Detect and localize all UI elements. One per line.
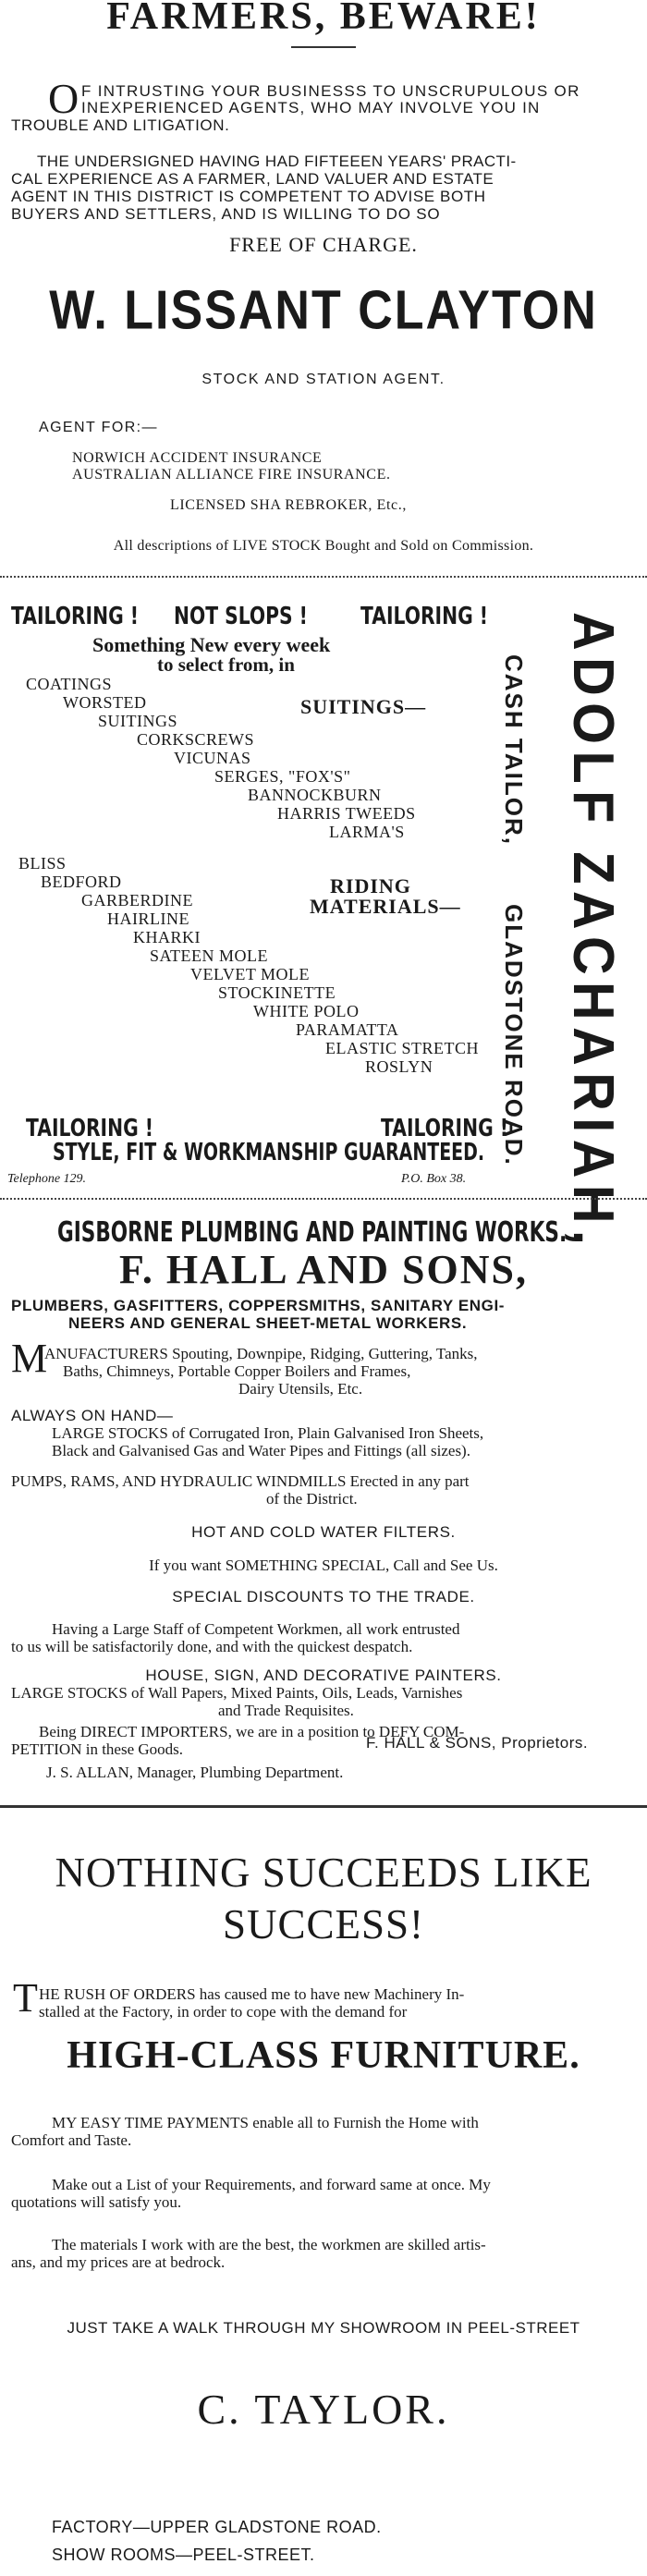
suitings-item: LARMA'S	[329, 823, 405, 841]
hall-trades-1: PLUMBERS, GASFITTERS, COPPERSMITHS, SANITARY ENGI-	[11, 1297, 506, 1314]
clayton-footer: All descriptions of LIVE STOCK Bought and Sold on Commission.	[113, 538, 534, 554]
suitings-item: COATINGS	[26, 675, 113, 693]
taylor-list-2: quotations will satisfy you.	[11, 2193, 182, 2211]
taylor-headline-2: SUCCESS!	[222, 1901, 425, 1947]
suitings-item: SUITINGS	[98, 712, 178, 730]
hall-manager: J. S. ALLAN, Manager, Plumbing Department.	[46, 1764, 344, 1781]
intro-line-1: Something New every week	[92, 633, 331, 656]
hall-staff-2: to us will be satisfactorily done, and with the quickest despatch.	[11, 1638, 413, 1655]
taylor-list-1: Make out a List of your Requirements, and forward same at once. My	[52, 2176, 491, 2193]
suitings-item: CORKSCREWS	[137, 730, 255, 749]
clayton-para1-line3: TROUBLE AND LITIGATION.	[11, 116, 230, 134]
clayton-para1-dropcap: O	[48, 75, 79, 122]
clayton-agency-2: AUSTRALIAN ALLIANCE FIRE INSURANCE.	[72, 467, 391, 482]
suitings-item: HARRIS TWEEDS	[277, 804, 416, 823]
clayton-agent-for: AGENT FOR:—	[39, 420, 158, 435]
vertical-cash-tailor: CASH TAILOR,	[500, 654, 528, 846]
clayton-para1-line2: INEXPERIENCED AGENTS, WHO MAY INVOLVE YOU IN	[81, 99, 541, 116]
taylor-factory: FACTORY—UPPER GLADSTONE ROAD.	[52, 2518, 382, 2536]
suitings-item: BANNOCKBURN	[248, 786, 382, 804]
clayton-headline: FARMERS, BEWARE!	[106, 0, 541, 38]
clayton-para2-line3: AGENT IN THIS DISTRICT IS COMPETENT TO ADVISE BOTH	[11, 188, 486, 205]
riding-item: HAIRLINE	[107, 910, 189, 928]
hall-discounts: SPECIAL DISCOUNTS TO THE TRADE.	[172, 1588, 475, 1605]
divider-3	[0, 1805, 647, 1808]
riding-item: KHARKI	[133, 928, 201, 946]
hall-proprietors: F. HALL & SONS, Proprietors.	[366, 1734, 589, 1752]
taylor-materials-2: ans, and my prices are at bedrock.	[11, 2253, 226, 2271]
riding-item: VELVET MOLE	[190, 965, 310, 983]
clayton-agency-1: NORWICH ACCIDENT INSURANCE	[72, 450, 323, 466]
pobox: P.O. Box 38.	[401, 1172, 467, 1186]
riding-item: GARBERDINE	[81, 891, 193, 910]
riding-heading-1: RIDING	[330, 874, 411, 897]
clayton-para2-line4: BUYERS AND SETTLERS, AND IS WILLING TO DO SO	[11, 205, 441, 223]
divider-1	[0, 576, 647, 578]
taylor-easy-2: Comfort and Taste.	[11, 2131, 132, 2149]
riding-item: BLISS	[18, 854, 67, 873]
divider-2	[0, 1198, 647, 1200]
not-slops-header: NOT SLOPS !	[174, 603, 308, 630]
hall-paints-1: LARGE STOCKS of Wall Papers, Mixed Paints, Oils, Leads, Varnishes	[11, 1684, 463, 1702]
suitings-item: VICUNAS	[174, 749, 251, 767]
hall-works: GISBORNE PLUMBING AND PAINTING WORKS.	[57, 1216, 568, 1249]
riding-item: BEDFORD	[41, 873, 122, 891]
hall-painters: HOUSE, SIGN, AND DECORATIVE PAINTERS.	[145, 1666, 502, 1684]
taylor-rush-line2: stalled at the Factory, in order to cope with the demand for	[39, 2003, 408, 2021]
taylor-walk: JUST TAKE A WALK THROUGH MY SHOWROOM IN PEEL-STREET	[67, 2319, 580, 2337]
taylor-name: C. TAYLOR.	[197, 2386, 450, 2433]
vertical-gladstone-road: GLADSTONE ROAD.	[500, 904, 528, 1166]
taylor-materials-1: The materials I work with are the best, the workmen are skilled artis-	[52, 2236, 486, 2253]
riding-item: PARAMATTA	[296, 1020, 399, 1039]
taylor-furniture: HIGH-CLASS FURNITURE.	[67, 2034, 580, 2077]
intro-line-2: to select from, in	[157, 653, 295, 676]
hall-stock-2: Black and Galvanised Gas and Water Pipes and Fittings (all sizes).	[52, 1442, 470, 1459]
taylor-rush-line1: HE RUSH OF ORDERS has caused me to have new Machinery In-	[39, 1985, 465, 2003]
clayton-name: W. LISSANT CLAYTON	[49, 279, 598, 342]
tailoring-header-right: TAILORING !	[360, 603, 489, 630]
hall-pumps-1: PUMPS, RAMS, AND HYDRAULIC WINDMILLS Erected in any part	[11, 1472, 470, 1490]
hall-name: F. HALL AND SONS,	[119, 1247, 528, 1292]
clayton-free-of-charge: FREE OF CHARGE.	[229, 233, 418, 256]
style-fit-slogan: STYLE, FIT & WORKMANSHIP GUARANTEED.	[53, 1139, 485, 1166]
riding-item: SATEEN MOLE	[150, 946, 268, 965]
hall-importers-1: Being DIRECT IMPORTERS, we are in a position to DEFY COM-	[39, 1723, 465, 1740]
riding-item: STOCKINETTE	[218, 983, 336, 1002]
telephone: Telephone 129.	[7, 1172, 87, 1186]
clayton-para2-line1: THE UNDERSIGNED HAVING HAD FIFTEEEN YEARS' PRACTI-	[37, 153, 517, 170]
hall-paints-2: and Trade Requisites.	[218, 1702, 354, 1719]
clayton-para2-line2: CAL EXPERIENCE AS A FARMER, LAND VALUER AND ESTATE	[11, 170, 494, 188]
tailoring-footer-right: TAILORING !	[381, 1115, 509, 1142]
hall-trades-2: NEERS AND GENERAL SHEET-METAL WORKERS.	[68, 1314, 468, 1332]
suitings-item: WORSTED	[63, 693, 147, 712]
taylor-easy-1: MY EASY TIME PAYMENTS enable all to Furnish the Home with	[52, 2114, 479, 2131]
hall-stock-1: LARGE STOCKS of Corrugated Iron, Plain Galvanised Iron Sheets,	[52, 1424, 484, 1442]
hall-filters: HOT AND COLD WATER FILTERS.	[191, 1523, 456, 1541]
hall-mfr-line1: ANUFACTURERS Spouting, Downpipe, Ridging, Guttering, Tanks,	[44, 1345, 478, 1362]
riding-item: ELASTIC STRETCH	[325, 1039, 480, 1057]
hall-always: ALWAYS ON HAND—	[11, 1407, 174, 1424]
riding-item: WHITE POLO	[253, 1002, 360, 1020]
riding-item: ROSLYN	[365, 1057, 433, 1076]
hall-importers-2: PETITION in these Goods.	[11, 1740, 184, 1758]
suitings-item: SERGES, "FOX'S"	[214, 767, 351, 786]
hall-mfr-line2: Baths, Chimneys, Portable Copper Boilers and Frames,	[63, 1362, 411, 1380]
hall-special: If you want SOMETHING SPECIAL, Call and See Us.	[149, 1557, 498, 1574]
taylor-showrooms: SHOW ROOMS—PEEL-STREET.	[52, 2545, 315, 2564]
suitings-heading: SUITINGS—	[300, 695, 427, 718]
clayton-top-rule	[291, 46, 356, 48]
clayton-agency-3: LICENSED SHA REBROKER, Etc.,	[170, 497, 407, 513]
tailoring-header-left: TAILORING !	[11, 603, 140, 630]
hall-mfr-line3: Dairy Utensils, Etc.	[238, 1380, 363, 1398]
hall-pumps-2: of the District.	[266, 1490, 358, 1508]
taylor-rush-dropcap: T	[13, 1975, 38, 2021]
taylor-headline-1: NOTHING SUCCEEDS LIKE	[55, 1850, 592, 1896]
clayton-role: STOCK AND STATION AGENT.	[201, 372, 446, 387]
vertical-adolf-zachariah: ADOLF ZACHARIAH,	[561, 612, 625, 1252]
hall-mfr-dropcap: M	[11, 1336, 48, 1381]
tailoring-footer-left: TAILORING !	[26, 1115, 154, 1142]
clayton-para1-line1: F INTRUSTING YOUR BUSINESSS TO UNSCRUPULOUS OR	[81, 82, 580, 100]
riding-heading-2: MATERIALS—	[310, 895, 461, 918]
hall-staff-1: Having a Large Staff of Competent Workmen, all work entrusted	[52, 1620, 460, 1638]
